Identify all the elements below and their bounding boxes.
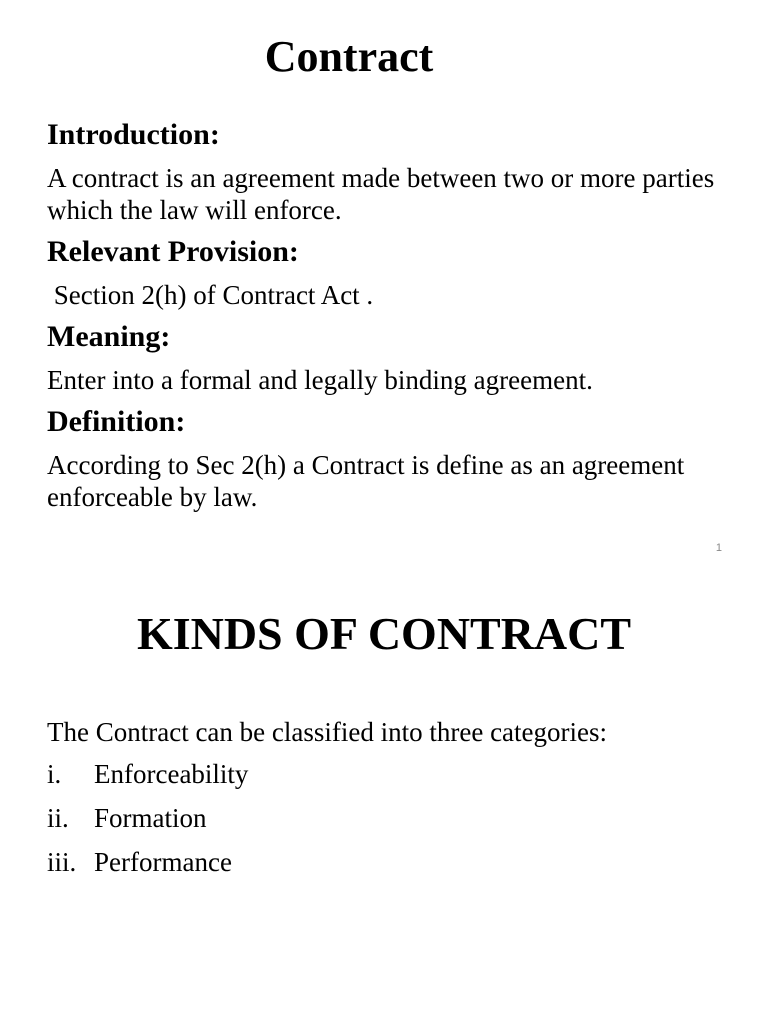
introduction-text: A contract is an agreement made between two or more parties which the law will enforce. <box>47 163 715 225</box>
heading-meaning: Meaning: <box>47 320 171 353</box>
slide-title: Contract <box>264 32 434 81</box>
list-marker: i. <box>47 759 62 789</box>
list-marker: iii. <box>47 847 77 877</box>
list-item <box>47 802 248 846</box>
definition-text: According to Sec 2(h) a Contract is define as an agreement enforceable by law. <box>47 450 685 512</box>
list-item <box>47 846 248 890</box>
relevant-provision-text: Section 2(h) of Contract Act . <box>47 280 374 310</box>
heading-introduction: Introduction: <box>47 118 220 151</box>
heading-definition: Definition: <box>47 405 186 438</box>
page-number: 1 <box>715 542 722 554</box>
list-item-text: Formation <box>94 803 207 833</box>
list-item-text: Performance <box>94 847 232 877</box>
list-item-text: Enforceability <box>94 759 249 789</box>
list-marker: ii. <box>47 803 69 833</box>
slide-kinds-of-contract <box>0 570 768 1024</box>
category-list <box>47 758 248 890</box>
classification-intro: The Contract can be classified into three categories: <box>47 717 608 747</box>
meaning-text: Enter into a formal and legally binding agreement. <box>47 365 593 395</box>
list-item <box>47 758 248 802</box>
slide-title: KINDS OF CONTRACT <box>136 608 632 659</box>
heading-relevant-provision: Relevant Provision: <box>47 235 299 268</box>
